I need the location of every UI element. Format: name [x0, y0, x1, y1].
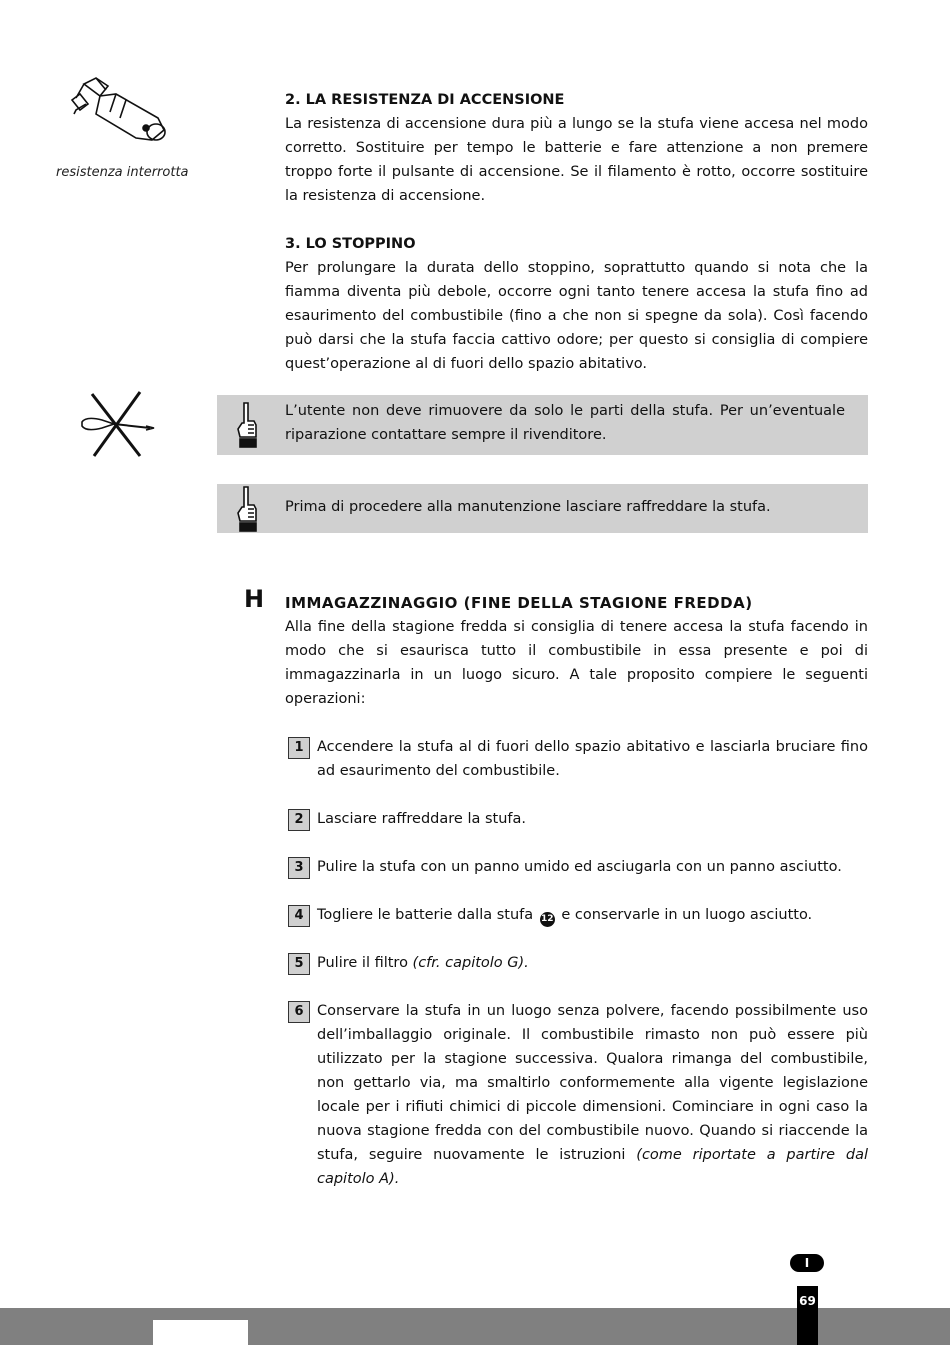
- warning-note-1: [217, 395, 868, 455]
- step-number: 4: [288, 905, 310, 927]
- step-number: 1: [288, 737, 310, 759]
- step-number: 6: [288, 1001, 310, 1023]
- no-screwdriver-icon: [80, 388, 156, 460]
- section-h-intro: Alla fine della stagione fredda si consiglia di tenere accesa la stufa facendo in modo che si esaurisca tutto il combustibile in essa presente e poi di immagazzinarla in un luogo sicuro. A tale proposito compiere le seguenti operazioni:: [285, 619, 868, 707]
- section-2-body: La resistenza di accensione dura più a lungo se la stufa viene accesa nel modo corretto. Sostituire per tempo le batterie e fare attenzione a non premere troppo forte il pulsante di accensione. Se il filamento è rotto, occorre sostituire la resistenza di accensione.: [285, 116, 868, 204]
- step-text-italic: (cfr. capitolo G).: [412, 955, 529, 971]
- step-text: [317, 903, 868, 927]
- section-3-body: Per prolungare la durata dello stoppino, soprattutto quando si nota che la fiamma diventa più debole, occorre ogni tanto tenere accesa la stufa fino ad esaurimento del combustibile (fino a che non si spegne da sola). Così facendo può darsi che la stufa faccia cattivo odore; per questo si consiglia di compiere quest’operazione al di fuori dello spazio abitativo.: [285, 260, 868, 372]
- step-text-italic: (come riportate a partire dal capitolo A).: [317, 1147, 869, 1187]
- section-2-heading: 2. LA RESISTENZA DI ACCENSIONE: [285, 92, 565, 108]
- step-text-part: Togliere le batterie dalla stufa: [317, 907, 534, 923]
- section-letter: H: [244, 585, 265, 613]
- step-text: [317, 999, 868, 1191]
- pointing-hand-icon: [234, 485, 260, 537]
- step-text-part: Conservare la stufa in un luogo senza polvere, facendo possibilmente uso dell’imballaggio originale. Il combustibile rimasto non può essere più utilizzato per la stagione successiva. Qualora rimanga del combustibile, non gettarlo via, ma smaltirlo conformemente alla vigente legislazione locale per i rifiuti chimici di piccole dimensioni. Cominciare in ogni caso la nuova stagione fredda con del combustibile nuovo. Quando si riaccende la stufa, seguire nuovamente le istruzioni: [317, 1003, 868, 1163]
- step-number: 2: [288, 809, 310, 831]
- resistor-caption: resistenza interrotta: [56, 165, 189, 180]
- step-number: 3: [288, 857, 310, 879]
- step-text-part: Pulire il filtro: [317, 955, 408, 971]
- page-number: 69: [797, 1286, 818, 1345]
- pointing-hand-icon: [234, 401, 260, 453]
- step-number: 5: [288, 953, 310, 975]
- step-text: [317, 951, 868, 975]
- step-text: Pulire la stufa con un panno umido ed asciugarla con un panno asciutto.: [317, 859, 842, 875]
- section-h-title: IMMAGAZZINAGGIO (FINE DELLA STAGIONE FREDDA): [285, 594, 753, 612]
- warning-note-2: [217, 484, 868, 533]
- warning-note-1-text: L’utente non deve rimuovere da solo le parti della stufa. Per un’eventuale riparazione contattare sempre il rivenditore.: [285, 403, 845, 443]
- step-text: Accendere la stufa al di fuori dello spazio abitativo e lasciarla bruciare fino ad esaurimento del combustibile.: [317, 739, 868, 779]
- language-badge: I: [790, 1254, 824, 1272]
- igniter-resistor-illustration: [66, 74, 176, 146]
- step-text-part: e conservarle in un luogo asciutto.: [561, 907, 813, 923]
- footer-blank-area: [153, 1320, 248, 1345]
- step-text: Lasciare raffreddare la stufa.: [317, 811, 526, 827]
- warning-note-2-text: Prima di procedere alla manutenzione lasciare raffreddare la stufa.: [285, 499, 771, 515]
- section-3-heading: 3. LO STOPPINO: [285, 236, 416, 252]
- reference-badge: 12: [540, 912, 555, 927]
